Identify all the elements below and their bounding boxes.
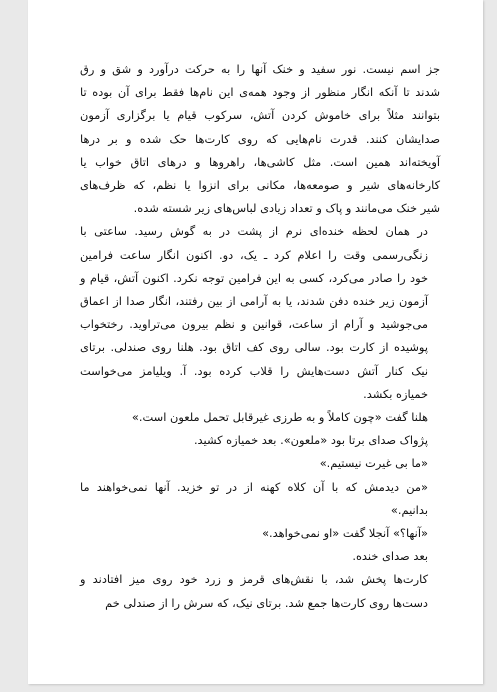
document-page <box>28 0 483 684</box>
paragraph <box>80 58 440 220</box>
paragraph <box>80 406 440 429</box>
text-line: «آنها؟» آنجلا گفت «او نمی‌خواهد.» <box>262 526 428 541</box>
text-line: صدایشان کنند. قدرت نام‌هایی که روی کارت‌ها حک شده و بر درها <box>80 131 440 146</box>
paragraph <box>80 522 440 545</box>
text-line: پوشیده از کارت بود. سالی روی کف اتاق بود. هلنا روی صندلی. برتای <box>80 340 428 355</box>
text-line: کارت‌ها پخش شد، با نقش‌های قرمز و زرد خود روی میز افتادند و <box>80 572 428 587</box>
text-line: در همان لحظه خنده‌ای نرم از پشت در به گوش رسید. ساعتی با <box>80 224 428 239</box>
text-line: پژواک صدای برتا بود «ملعون». بعد خمیازه کشید. <box>193 433 428 448</box>
paragraph <box>80 452 440 475</box>
paragraph <box>80 476 440 522</box>
paragraph <box>80 545 440 568</box>
text-line: آزمون زیر خنده دفن شدند، یا به آرامی از بین رفتند، انگار صدا از اعماق <box>80 294 428 309</box>
paragraph <box>80 220 440 406</box>
text-line: هلنا گفت «چون کاملاً و به طرزی غیرقابل تحمل ملعون است.» <box>131 410 428 425</box>
text-line: جز اسم نیست. نور سفید و خنک آنها را به حرکت درآورد و شق و رق <box>80 62 440 76</box>
text-line: دست‌ها روی کارت‌ها جمع شد. برتای نیک، که سرش را از صندلی خم <box>105 595 428 610</box>
text-line: آویخته‌اند همین است. مثل کاشی‌ها، راهروها و درهای اتاق خواب یا <box>80 154 440 169</box>
text-line: بتوانند مثلاً برای خاموش کردن آتش، سرکوب قیام یا برگزاری آزمون <box>80 108 440 123</box>
text-line: شیر خنک می‌مانند و پاک و تعداد زیادی لباس‌های زیر شسته شده. <box>133 201 440 216</box>
text-line: شدند تا آنکه انگار منظور از وجود همه‌ی این نام‌ها فقط برای آن بوده تا <box>80 85 440 100</box>
text-line: خمیازه بکشد. <box>363 386 428 401</box>
text-line: کارخانه‌های شیر و صومعه‌ها، مکانی برای انزوا یا نظم، که ظرف‌های <box>80 178 440 193</box>
text-line: می‌جوشید و آرام از ساعت، قوانین و نظم بیرون می‌تراوید. رختخواب <box>80 317 428 332</box>
paragraph <box>80 568 440 614</box>
text-line: «من دیدمش که با آن کلاه کهنه از در تو خزید. آنها نمی‌خواهند ما <box>80 479 428 494</box>
text-line: بدانیم.» <box>390 502 428 517</box>
paragraph <box>80 429 440 452</box>
text-line: بعد صدای خنده. <box>352 549 428 564</box>
text-line: «ما بی غیرت نیستیم.» <box>319 456 428 471</box>
text-line: زنگی‌رسمی وقت را اعلام کرد ـ یک، دو. اکنون انگار ساعت فرامین <box>80 247 428 262</box>
text-line: خود را صادر می‌کرد، کسی به این فرامین توجه نکرد. اکنون آتش، قیام و <box>80 270 428 285</box>
document-body <box>80 58 440 615</box>
text-line: نیک کنار آتش دست‌هایش را قلاب کرده بود. آ. ویلیامز می‌خواست <box>80 363 428 378</box>
